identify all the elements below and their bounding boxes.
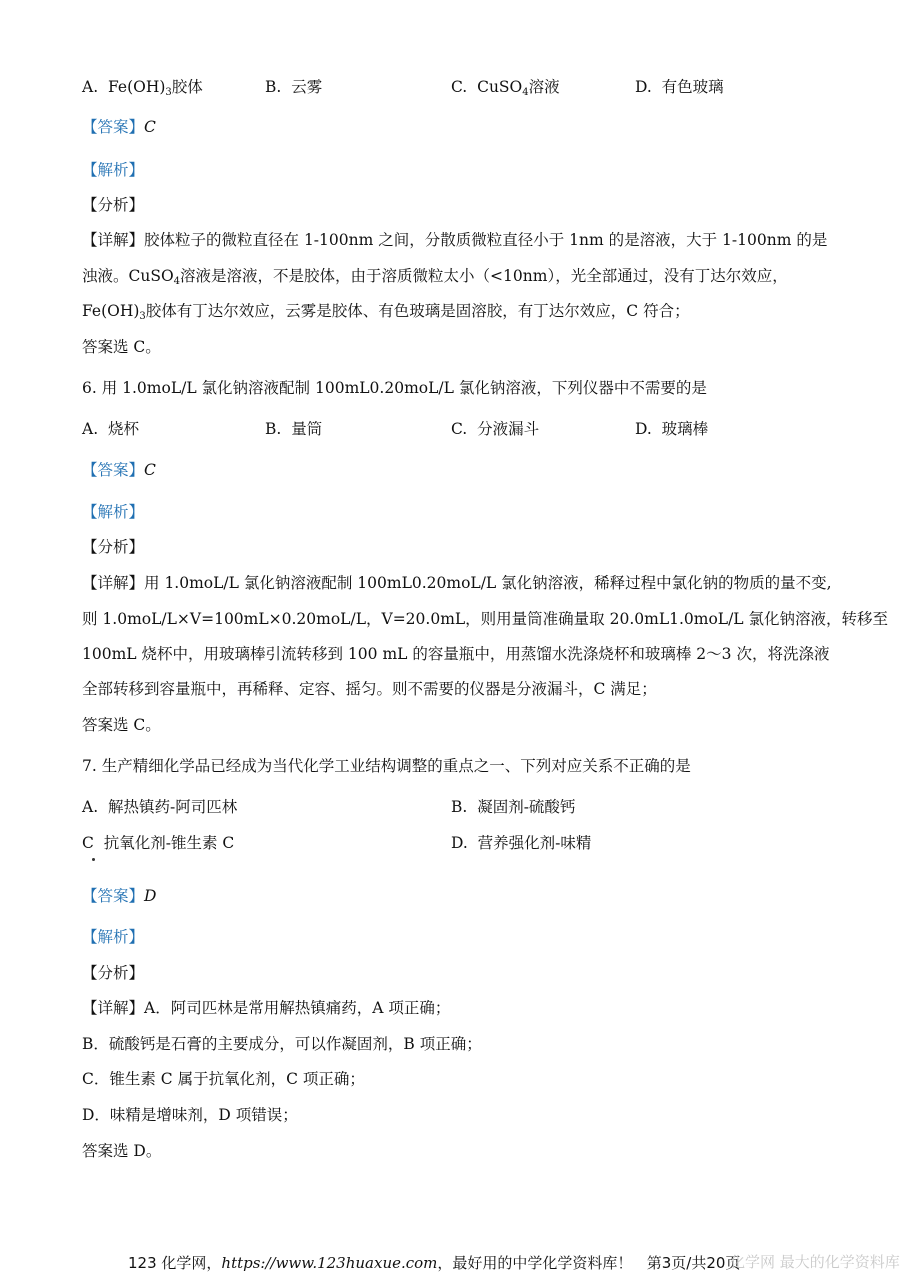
q6-option-a[interactable]: A. 烧杯 [82, 420, 139, 438]
q7-stem: 7. 生产精细化学品已经成为当代化学工业结构调整的重点之一、下列对应关系不正确的是 [82, 757, 691, 775]
q6-analysis-tag: 【解析】 [82, 503, 145, 521]
q6-detail-line-2: 则 1.0moL/L×V=100mL×0.20moL/L，V=20.0mL，则用量筒准确量取 20.0mL1.0moL/L 氯化钠溶液，转移至 [82, 610, 889, 628]
q6-answer: 【答案】C [82, 461, 156, 479]
q7-detail-line-2: B．硫酸钙是石膏的主要成分，可以作凝固剂，B 项正确； [82, 1035, 482, 1053]
q6-option-d[interactable]: D. 玻璃棒 [635, 420, 709, 438]
q7-fenxi-tag: 【分析】 [82, 964, 145, 982]
q5-option-a[interactable]: A. $Fe(OH)_3$胶体 [82, 78, 203, 98]
q6-stem: 6. 用 1.0moL/L 氯化钠溶液配制 100mL0.20moL/L 氯化钠溶液，下列仪器中不需要的是 [82, 379, 707, 397]
q6-detail-line-4: 全部转移到容量瓶中，再稀释、定容、摇匀。则不需要的仪器是分液漏斗，C 满足； [82, 680, 657, 698]
q5-detail-line-3: $Fe(OH)_3$胶体有丁达尔效应，云雾是胶体、有色玻璃是固溶胶，有丁达尔效应，C 符合； [82, 302, 690, 322]
q5-analysis-tag: 【解析】 [82, 161, 145, 179]
q5-conclusion: 答案选 C。 [82, 338, 161, 356]
q7-option-d[interactable]: D. 营养强化剂-味精 [451, 834, 592, 852]
q6-fenxi-tag: 【分析】 [82, 538, 145, 556]
page-number: 第3页/共20页 [646, 1254, 741, 1272]
footer-url[interactable]: https://www.123huaxue.com [221, 1254, 438, 1272]
q7-conclusion: 答案选 D。 [82, 1142, 162, 1160]
q7-detail-line-1: 【详解】A．阿司匹林是常用解热镇痛药，A 项正确； [82, 999, 451, 1017]
q5-option-d[interactable]: D. 有色玻璃 [635, 78, 724, 96]
q7-analysis-tag: 【解析】 [82, 928, 145, 946]
stray-dot [92, 858, 95, 861]
q7-detail-line-3: C．锥生素 C 属于抗氧化剂，C 项正确； [82, 1070, 365, 1088]
page-footer: 123 化学网，https://www.123huaxue.com，最好用的中学化学资料库！ 第3页/共20页 [128, 1254, 741, 1272]
q6-option-c[interactable]: C. 分液漏斗 [451, 420, 540, 438]
q5-fenxi-tag: 【分析】 [82, 196, 145, 214]
q5-option-c[interactable]: C. CuSO$_4$溶液 [451, 78, 560, 98]
q5-option-b[interactable]: B. 云雾 [265, 78, 323, 96]
watermark: 化学网 最大的化学资料库 [730, 1253, 900, 1271]
q6-conclusion: 答案选 C。 [82, 716, 161, 734]
q7-detail-line-4: D．味精是增味剂，D 项错误； [82, 1106, 298, 1124]
q5-answer: 【答案】C [82, 118, 156, 136]
q7-answer: 【答案】D [82, 887, 157, 905]
q6-detail-line-3: 100mL 烧杯中，用玻璃棒引流转移到 100 mL 的容量瓶中，用蒸馏水洗涤烧杯和玻璃棒 2～3 次，将洗涤液 [82, 645, 830, 663]
q6-option-b[interactable]: B. 量筒 [265, 420, 323, 438]
q5-detail-line-2: 浊液。CuSO$_4$溶液是溶液，不是胶体，由于溶质微粒太小（<10nm），光全部通过，没有丁达尔效应， [82, 267, 788, 287]
q6-detail-line-1: 【详解】用 1.0moL/L 氯化钠溶液配制 100mL0.20moL/L 氯化钠溶液，稀释过程中氯化钠的物质的量不变, [82, 574, 832, 592]
q7-option-b[interactable]: B. 凝固剂-硫酸钙 [451, 798, 576, 816]
q7-option-c[interactable]: C 抗氧化剂-锥生素 C [82, 834, 235, 852]
q7-option-a[interactable]: A. 解热镇药-阿司匹林 [82, 798, 238, 816]
q5-detail-line-1: 【详解】胶体粒子的微粒直径在 1-100nm 之间，分散质微粒直径小于 1nm 的是溶液，大于 1-100nm 的是 [82, 231, 828, 249]
